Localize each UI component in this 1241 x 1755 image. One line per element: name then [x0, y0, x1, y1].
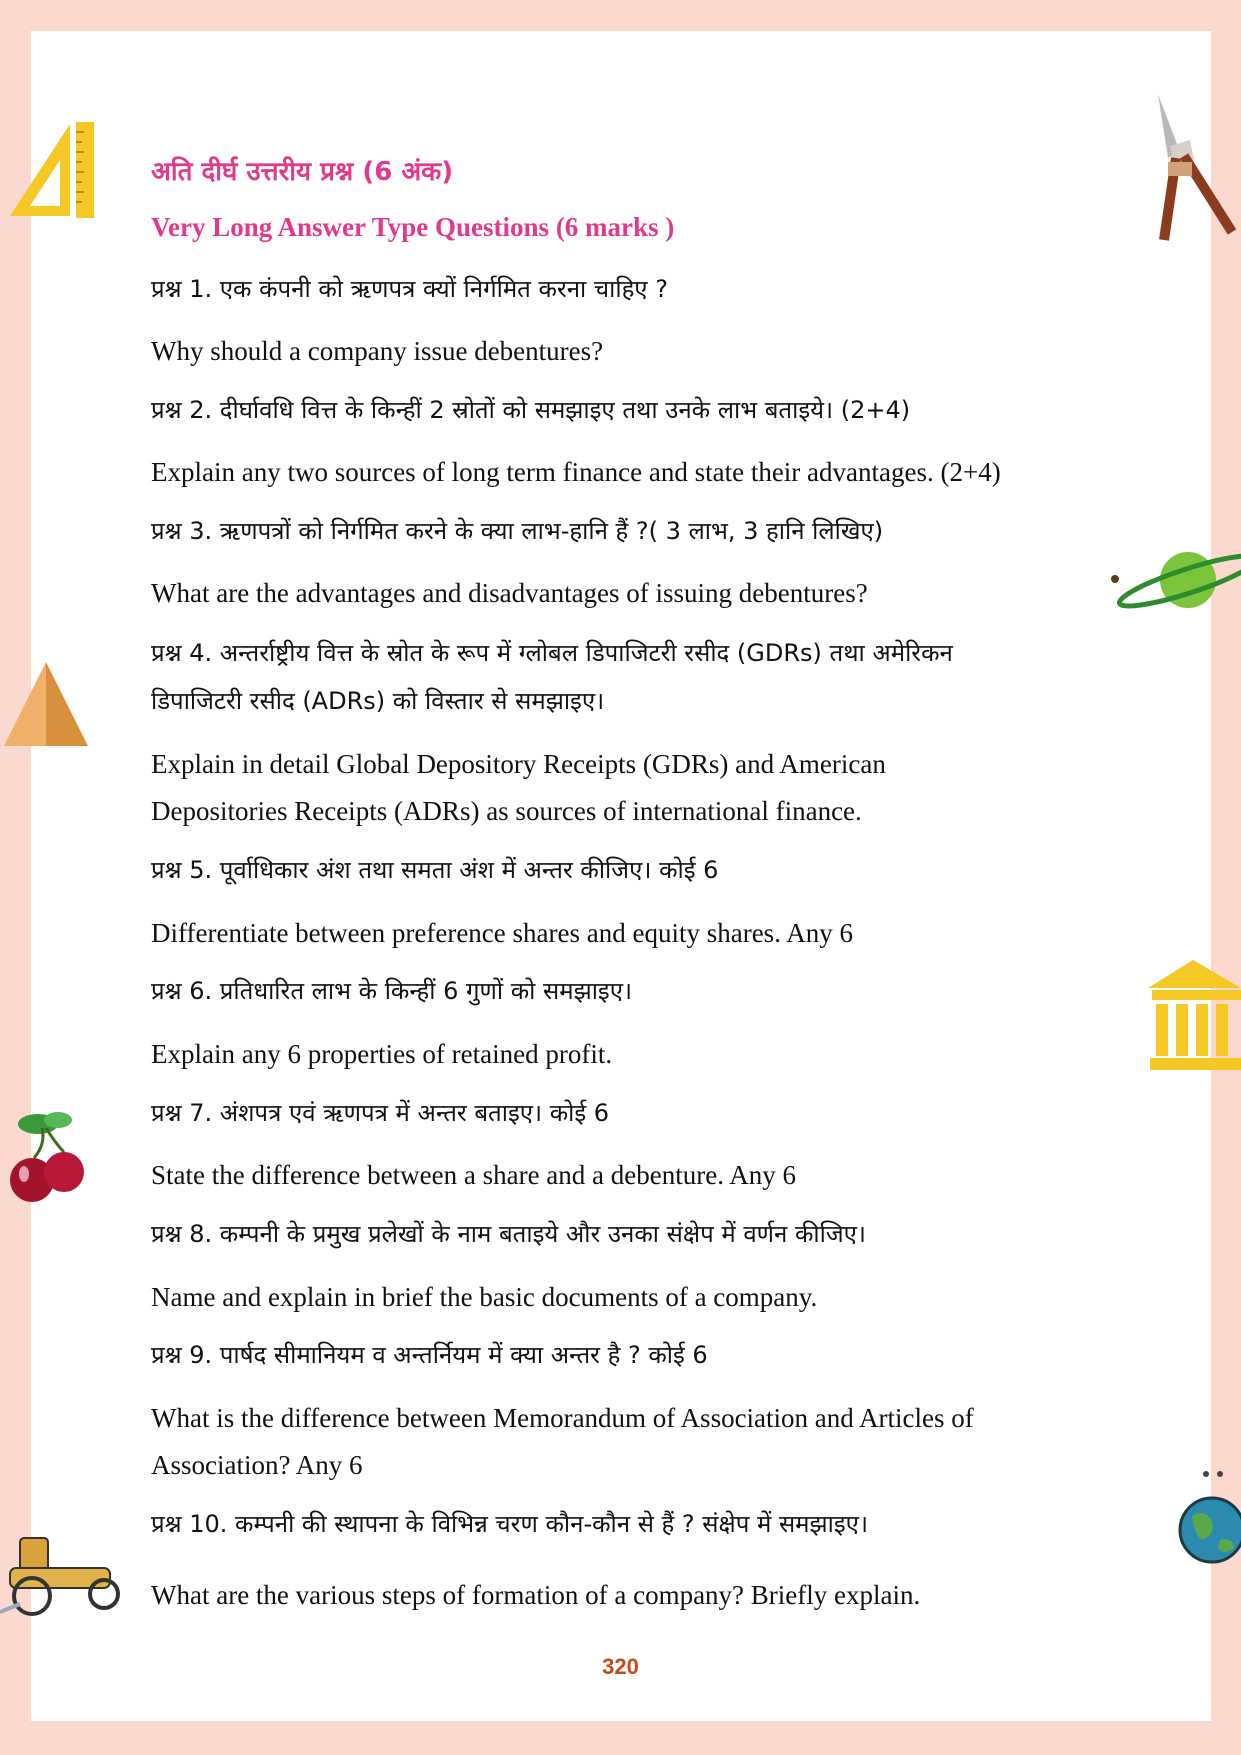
question-7-english: State the difference between a share and a debenture. Any 6 — [151, 1160, 796, 1190]
vintage-car-icon — [0, 1528, 130, 1620]
question-5-english: Differentiate between preference shares and equity shares. Any 6 — [151, 918, 853, 948]
question-9-english-line-2: Association? Any 6 — [151, 1450, 363, 1480]
question-1-english: Why should a company issue debentures? — [151, 336, 604, 366]
question-4-english-line-1: Explain in detail Global Depository Receipts (GDRs) and American — [151, 749, 886, 779]
question-4-hindi-line-2: डिपाजिटरी रसीद (ADRs) को विस्तार से समझाइए। — [151, 687, 605, 715]
question-8-english: Name and explain in brief the basic documents of a company. — [151, 1282, 818, 1312]
question-7-hindi: प्रश्न 7. अंशपत्र एवं ऋणपत्र में अन्तर बताइए। कोई 6 — [151, 1099, 610, 1127]
question-8-hindi: प्रश्न 8. कम्पनी के प्रमुख प्रलेखों के नाम बताइये और उनका संक्षेप में वर्णन कीजिए। — [151, 1220, 867, 1248]
question-4-hindi-line-1: प्रश्न 4. अन्तर्राष्ट्रीय वित्त के स्रोत के रूप में ग्लोबल डिपाजिटरी रसीद (GDRs) तथा अमेरिकन — [151, 639, 953, 667]
heading-english: Very Long Answer Type Questions (6 marks ) — [151, 212, 675, 242]
question-6-english: Explain any 6 properties of retained profit. — [151, 1039, 613, 1069]
scissors-icon — [1150, 92, 1240, 242]
question-1-hindi: प्रश्न 1. एक कंपनी को ऋणपत्र क्यों निर्गमित करना चाहिए ? — [151, 275, 668, 303]
question-10-hindi: प्रश्न 10. कम्पनी की स्थापना के विभिन्न चरण कौन-कौन से हैं ? संक्षेप में समझाइए। — [151, 1510, 869, 1538]
set-square-ruler-icon — [6, 120, 102, 220]
cherry-icon — [6, 1108, 90, 1208]
question-3-english: What are the advantages and disadvantages of issuing debentures? — [151, 578, 868, 608]
question-3-hindi: प्रश्न 3. ऋणपत्रों को निर्गमित करने के क्या लाभ-हानि हैं ?( 3 लाभ, 3 हानि लिखिए) — [151, 517, 884, 545]
pyramid-icon — [2, 658, 90, 748]
question-10-english: What are the various steps of formation of a company? Briefly explain. — [151, 1580, 921, 1610]
question-6-hindi: प्रश्न 6. प्रतिधारित लाभ के किन्हीं 6 गुणों को समझाइए। — [151, 977, 633, 1005]
pillar-building-icon — [1146, 958, 1241, 1072]
question-2-english: Explain any two sources of long term finance and state their advantages. (2+4) — [151, 457, 1001, 487]
question-9-english-line-1: What is the difference between Memorandum of Association and Articles of — [151, 1403, 974, 1433]
question-5-hindi: प्रश्न 5. पूर्वाधिकार अंश तथा समता अंश में अन्तर कीजिए। कोई 6 — [151, 856, 719, 884]
question-4-english-line-2: Depositories Receipts (ADRs) as sources of international finance. — [151, 796, 862, 826]
planet-icon — [1108, 545, 1241, 615]
heading-hindi: अति दीर्घ उत्तरीय प्रश्न (6 अंक) — [151, 157, 454, 187]
globe-icon — [1172, 1468, 1241, 1572]
question-9-hindi: प्रश्न 9. पार्षद सीमानियम व अन्तर्नियम में क्या अन्तर है ? कोई 6 — [151, 1341, 708, 1369]
page-number: 320 — [602, 1654, 639, 1679]
question-2-hindi: प्रश्न 2. दीर्घावधि वित्त के किन्हीं 2 स्रोतों को समझाइए तथा उनके लाभ बताइये। (2+4) — [151, 396, 911, 424]
